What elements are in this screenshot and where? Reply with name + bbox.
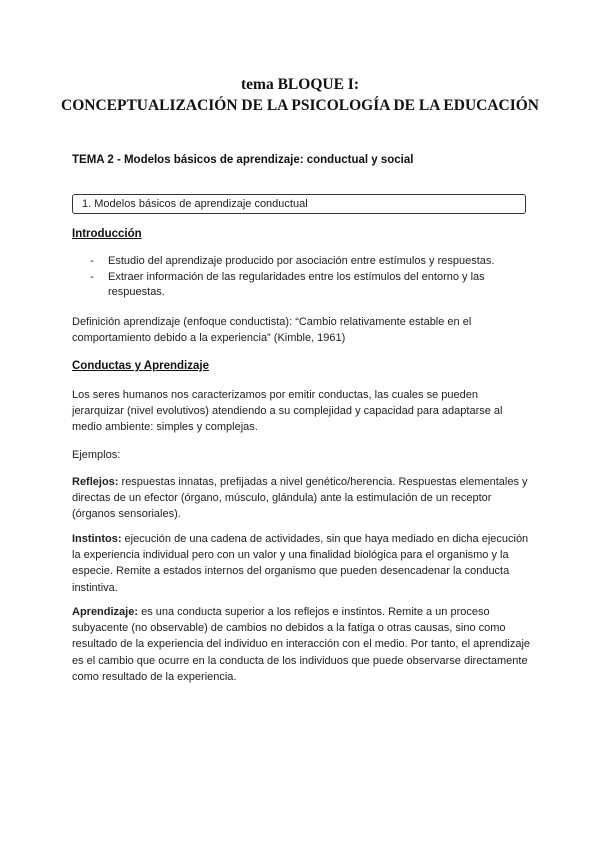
conductas-intro-paragraph: Los seres humanos nos caracterizamos por emitir conductas, las cuales se pueden jerarquizar (nivel evolutivos) atendiendo a su complejidad y capacidad para adaptarse al medio ambiente: simples y complejas. <box>72 389 503 434</box>
bloque-title: tema BLOQUE I: <box>241 76 359 93</box>
bullet-marker: - <box>90 270 94 283</box>
reflejos-text: respuestas innatas, prefijadas a nivel genético/herencia. Respuestas elementales y directas de un efector (órgano, músculo, glándula) ante la estimulación de un receptor (órganos sensoriales). <box>72 476 528 521</box>
bloque-subtitle: CONCEPTUALIZACIÓN DE LA PSICOLOGÍA DE LA EDUCACIÓN <box>61 97 539 114</box>
instintos-paragraph <box>72 531 532 596</box>
list-item <box>90 254 520 270</box>
bullet-marker: - <box>90 255 94 267</box>
list-item-text: Extraer información de las regularidades entre los estímulos del entorno y las respuestas. <box>108 270 485 298</box>
aprendizaje-text: es una conducta superior a los reflejos e instintos. Remite a un proceso subyacente (no observable) de cambios no debidos a la fatiga o otras causas, sino como resultado de la experiencia del individuo en interacción con el medio. Por tanto, el aprendizaje es el cambio que ocurre en la conducta de los individuos que puede observarse directamente como resultado de la experiencia. <box>72 606 531 683</box>
list-item-text: Estudio del aprendizaje producido por asociación entre estímulos y respuestas. <box>108 255 495 267</box>
instintos-label: Instintos: <box>72 533 122 545</box>
tema-heading: TEMA 2 - Modelos básicos de aprendizaje: conductual y social <box>72 154 414 166</box>
introduccion-heading: Introducción <box>72 228 142 240</box>
section-box-label: 1. Modelos básicos de aprendizaje conductual <box>82 198 308 210</box>
introduccion-list <box>90 254 520 301</box>
definicion-paragraph: Definición aprendizaje (enfoque conductista): “Cambio relativamente estable en el comportamiento debido a la experiencia” (Kimble, 1961) <box>72 316 472 345</box>
reflejos-paragraph <box>72 474 532 523</box>
reflejos-label: Reflejos: <box>72 476 119 488</box>
aprendizaje-label: Aprendizaje: <box>72 606 139 618</box>
conductas-heading: Conductas y Aprendizaje <box>72 360 209 372</box>
aprendizaje-paragraph <box>72 604 532 685</box>
list-item <box>90 270 520 301</box>
section-box <box>72 194 526 214</box>
instintos-text: ejecución de una cadena de actividades, sin que haya mediado en dicha ejecución la experiencia individual pero con un valor y una finalidad biológica para el organismo y la especie. Remite a estados internos del organismo que pueden desencadenar la conducta instintiva. <box>72 533 529 594</box>
ejemplos-label: Ejemplos: <box>72 449 121 461</box>
